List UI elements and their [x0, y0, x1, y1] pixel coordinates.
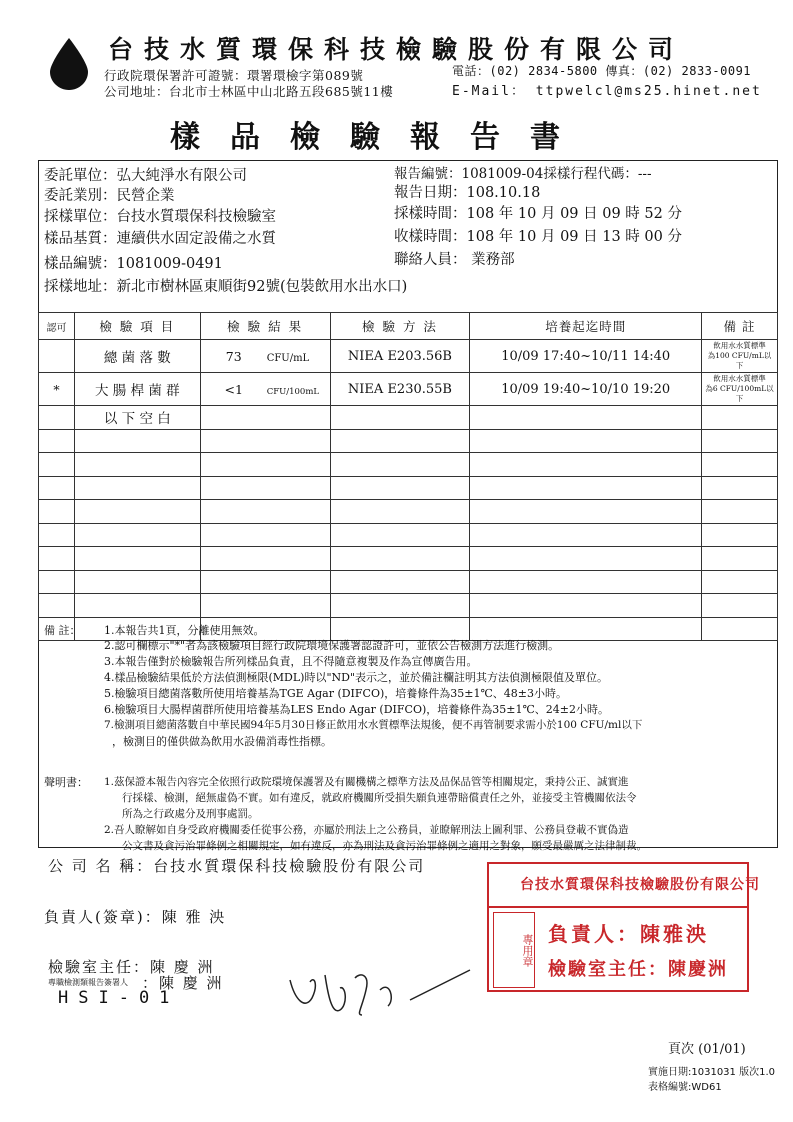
- empty-cell: [200, 476, 330, 500]
- empty-cell: [74, 523, 200, 547]
- empty-table-row: [39, 594, 778, 618]
- cell-method: NIEA E203.56B: [330, 340, 470, 373]
- empty-cell: [330, 429, 470, 453]
- table-row: [39, 373, 778, 406]
- company-name: 台技水質環保科技檢驗股份有限公司: [108, 35, 685, 64]
- empty-cell: [702, 594, 778, 618]
- empty-table-row: [39, 523, 778, 547]
- empty-cell: [702, 617, 778, 641]
- deputy-label: 專職檢測類報告簽署人: [48, 978, 128, 987]
- col-header-result: 檢 驗 結 果: [200, 313, 330, 340]
- empty-cell: [470, 476, 702, 500]
- table-header-row: [39, 313, 778, 340]
- report-number: 報告編號：1081009-04採樣行程代碼：---: [394, 166, 652, 182]
- client-label: 委託單位: [44, 168, 102, 184]
- form-code: HSI-01: [58, 988, 180, 1008]
- stamp-company: 台技水質環保科技檢驗股份有限公司: [520, 877, 760, 893]
- empty-cell: [702, 547, 778, 571]
- cell-method: [330, 406, 470, 430]
- empty-cell: [330, 523, 470, 547]
- company-signature-line: 公 司 名 稱：台技水質環保科技檢驗股份有限公司: [48, 857, 426, 875]
- stamp-responsible: 負責人：陳雅泱: [548, 922, 709, 946]
- empty-cell: [74, 429, 200, 453]
- report-date: 報告日期：108.10.18: [394, 185, 541, 201]
- empty-cell: [702, 429, 778, 453]
- col-header-remarks: 備 註: [702, 313, 778, 340]
- empty-cell: [74, 547, 200, 571]
- empty-cell: [470, 570, 702, 594]
- empty-table-row: [39, 547, 778, 571]
- site-label: 採樣地址: [44, 279, 102, 295]
- empty-cell: [330, 570, 470, 594]
- empty-cell: [470, 523, 702, 547]
- empty-cell: [702, 453, 778, 477]
- empty-cell: [470, 500, 702, 524]
- site-value: 新北市樹林區東順街92號(包裝飲用水出水口): [116, 279, 408, 295]
- declaration-label: 聲明書：: [44, 776, 88, 789]
- empty-cell: [200, 547, 330, 571]
- client-type-label: 委託業別: [44, 188, 102, 204]
- declaration-5: 公文書及貪污治罪條例之相關規定，如有違反，亦為刑法及貪污治罪條例之適用之對象，願受最嚴厲之法律制裁。: [122, 840, 647, 852]
- empty-cell: [74, 500, 200, 524]
- sample-no-label: 樣品編號: [44, 256, 102, 272]
- remark-line-2: 為100 CFU/mL以下: [707, 351, 772, 370]
- matrix-value: 連續供水固定設備之水質: [116, 231, 276, 247]
- empty-cell: [330, 500, 470, 524]
- empty-table-row: [39, 570, 778, 594]
- phone-fax: 電話：(02) 2834-5800 傳真：(02) 2833-0091: [452, 64, 752, 78]
- cell-mark: [39, 406, 75, 430]
- empty-cell: [74, 594, 200, 618]
- company-address: 公司地址：台北市士林區中山北路五段685號11樓: [104, 84, 394, 99]
- remark-1: 1.本報告共1頁，分離使用無效。: [104, 624, 265, 637]
- declaration-2: 行採樣、檢測，絕無虛偽不實。如有違反，就政府機關所受損失願負連帶賠償責任之外，並接受主管機關依法令: [122, 792, 637, 804]
- remark-line-1: 飲用水水質標準: [713, 374, 766, 383]
- empty-cell: [200, 453, 330, 477]
- cell-mark: *: [39, 373, 75, 406]
- empty-cell: [330, 547, 470, 571]
- col-header-accredited: 認可: [39, 313, 75, 340]
- result-unit: CFU/mL: [266, 352, 310, 364]
- remark-6: 6.檢驗項目大腸桿菌群所使用培養基為LES Endo Agar (DIFCO)，培養條件為35±1℃、24±2小時。: [104, 703, 609, 716]
- remark-2: 2.認可欄標示"*"者為該檢驗項目經行政院環境保護署認證許可，並依公告檢測方法進行檢測。: [104, 639, 560, 652]
- cell-remark: [702, 406, 778, 430]
- empty-table-row: [39, 500, 778, 524]
- empty-cell: [330, 453, 470, 477]
- table-row: [39, 340, 778, 373]
- stamp-lab-head: 檢驗室主任：陳慶洲: [548, 959, 728, 980]
- effective-date: 實施日期:1031031 版次1.0: [648, 1067, 775, 1078]
- col-header-method: 檢 驗 方 法: [330, 313, 470, 340]
- empty-cell: [200, 500, 330, 524]
- empty-cell: [74, 453, 200, 477]
- cell-remark: [702, 373, 778, 406]
- empty-cell: [39, 523, 75, 547]
- sample-no-value: 1081009-0491: [116, 256, 223, 272]
- cell-item: 大 腸 桿 菌 群: [74, 373, 200, 406]
- empty-cell: [470, 594, 702, 618]
- cell-item: 以 下 空 白: [74, 406, 200, 430]
- empty-cell: [39, 476, 75, 500]
- empty-cell: [39, 500, 75, 524]
- empty-cell: [470, 547, 702, 571]
- company-email: E-Mail： ttpwelcl@ms25.hinet.net: [452, 84, 762, 99]
- declaration-1: 1.茲保證本報告內容完全依照行政院環境保護署及有關機構之標準方法及品保品管等相關規定，秉持公正、誠實進: [104, 776, 629, 788]
- empty-table-row: [39, 476, 778, 500]
- declaration-4: 2.吾人瞭解如自身受政府機關委任從事公務，亦屬於刑法上之公務員，並瞭解刑法上圖利罪、公務員登載不實偽造: [104, 824, 629, 836]
- client-type-value: 民營企業: [116, 188, 175, 204]
- remark-line-1: 飲用水水質標準: [713, 341, 766, 350]
- result-value: 73: [225, 348, 242, 364]
- water-drop-logo-icon: [48, 38, 90, 90]
- sampler-row: 採樣單位：台技水質環保科技檢驗室: [44, 209, 276, 225]
- empty-cell: [702, 476, 778, 500]
- page-title: 樣品檢驗報告書: [170, 120, 590, 155]
- empty-cell: [702, 523, 778, 547]
- empty-cell: [74, 570, 200, 594]
- results-table: [38, 312, 778, 641]
- cell-culture-time: 10/09 17:40~10/11 14:40: [470, 340, 702, 373]
- result-unit: CFU/100mL: [266, 386, 320, 397]
- empty-cell: [330, 594, 470, 618]
- sample-no-row: 樣品編號：1081009-0491: [44, 256, 223, 272]
- empty-cell: [470, 453, 702, 477]
- empty-cell: [702, 500, 778, 524]
- cell-result: [200, 340, 330, 373]
- empty-rows: [39, 429, 778, 641]
- col-header-culture-time: 培養起迄時間: [470, 313, 702, 340]
- empty-cell: [39, 453, 75, 477]
- empty-cell: [39, 429, 75, 453]
- empty-cell: [74, 476, 200, 500]
- table-row: [39, 406, 778, 430]
- empty-cell: [330, 476, 470, 500]
- remark-3: 3.本報告僅對於檢驗報告所列樣品負責，且不得隨意複製及作為宣傳廣告用。: [104, 655, 478, 668]
- client-value: 弘大純淨水有限公司: [116, 168, 247, 184]
- remark-line-2: 為6 CFU/100mL以下: [705, 384, 774, 403]
- receive-time: 收樣時間：108 年 10 月 09 日 13 時 00 分: [394, 229, 682, 245]
- empty-cell: [200, 570, 330, 594]
- col-header-item: 檢 驗 項 目: [74, 313, 200, 340]
- result-value: <1: [224, 381, 243, 397]
- lab-head: 檢驗室主任：陳 慶 洲: [48, 958, 215, 976]
- empty-cell: [39, 547, 75, 571]
- cell-remark: [702, 340, 778, 373]
- page-number: 頁次 (01/01): [668, 1042, 746, 1057]
- cell-culture-time: 10/09 19:40~10/10 19:20: [470, 373, 702, 406]
- matrix-label: 樣品基質: [44, 231, 102, 247]
- empty-cell: [200, 429, 330, 453]
- license-number: 行政院環保署許可證號：環署環檢字第089號: [104, 68, 364, 83]
- remarks-label: 備 註：: [44, 624, 81, 637]
- cell-result: [200, 406, 330, 430]
- empty-cell: [470, 429, 702, 453]
- empty-cell: [200, 523, 330, 547]
- declaration-3: 所為之行政處分及刑事處罰。: [122, 808, 259, 820]
- client-row: 委託單位：弘大純淨水有限公司: [44, 168, 247, 184]
- deputy-name: ：陳 慶 洲: [142, 974, 224, 992]
- empty-cell: [39, 594, 75, 618]
- stamp-special-seal: 專用章: [493, 912, 535, 988]
- empty-table-row: [39, 429, 778, 453]
- empty-cell: [200, 594, 330, 618]
- sampler-label: 採樣單位: [44, 209, 102, 225]
- remark-5: 5.檢驗項目總菌落數所使用培養基為TGE Agar (DIFCO)，培養條件為35±1℃、48±3小時。: [104, 687, 567, 700]
- empty-table-row: [39, 453, 778, 477]
- handwritten-signature: [270, 960, 480, 1030]
- cell-method: NIEA E230.55B: [330, 373, 470, 406]
- remark-8: ，檢測目的僅供做為飲用水設備消毒性指標。: [112, 735, 332, 748]
- cell-result: [200, 373, 330, 406]
- site-row: 採樣地址：新北市樹林區東順街92號(包裝飲用水出水口): [44, 279, 408, 295]
- cell-mark: [39, 340, 75, 373]
- cell-culture-time: [470, 406, 702, 430]
- remark-4: 4.樣品檢驗結果低於方法偵測極限(MDL)時以"ND"表示之，並於備註欄註明其方法偵測極限值及單位。: [104, 671, 609, 684]
- empty-cell: [39, 570, 75, 594]
- client-type-row: 委託業別：民營企業: [44, 188, 175, 204]
- cell-item: 總 菌 落 數: [74, 340, 200, 373]
- responsible-person: 負責人(簽章)：陳 雅 泱: [44, 908, 227, 926]
- contact-person: 聯絡人員： 業務部: [394, 252, 515, 268]
- form-number: 表格編號:WD61: [648, 1082, 722, 1093]
- matrix-row: 樣品基質：連續供水固定設備之水質: [44, 231, 276, 247]
- sampling-time: 採樣時間：108 年 10 月 09 日 09 時 52 分: [394, 206, 682, 222]
- empty-cell: [702, 570, 778, 594]
- remark-7: 7.檢測項目總菌落數自中華民國94年5月30日修正飲用水水質標準法規後，便不再管制要求需小於100 CFU/ml以下: [104, 719, 643, 731]
- sampler-value: 台技水質環保科技檢驗室: [116, 209, 276, 225]
